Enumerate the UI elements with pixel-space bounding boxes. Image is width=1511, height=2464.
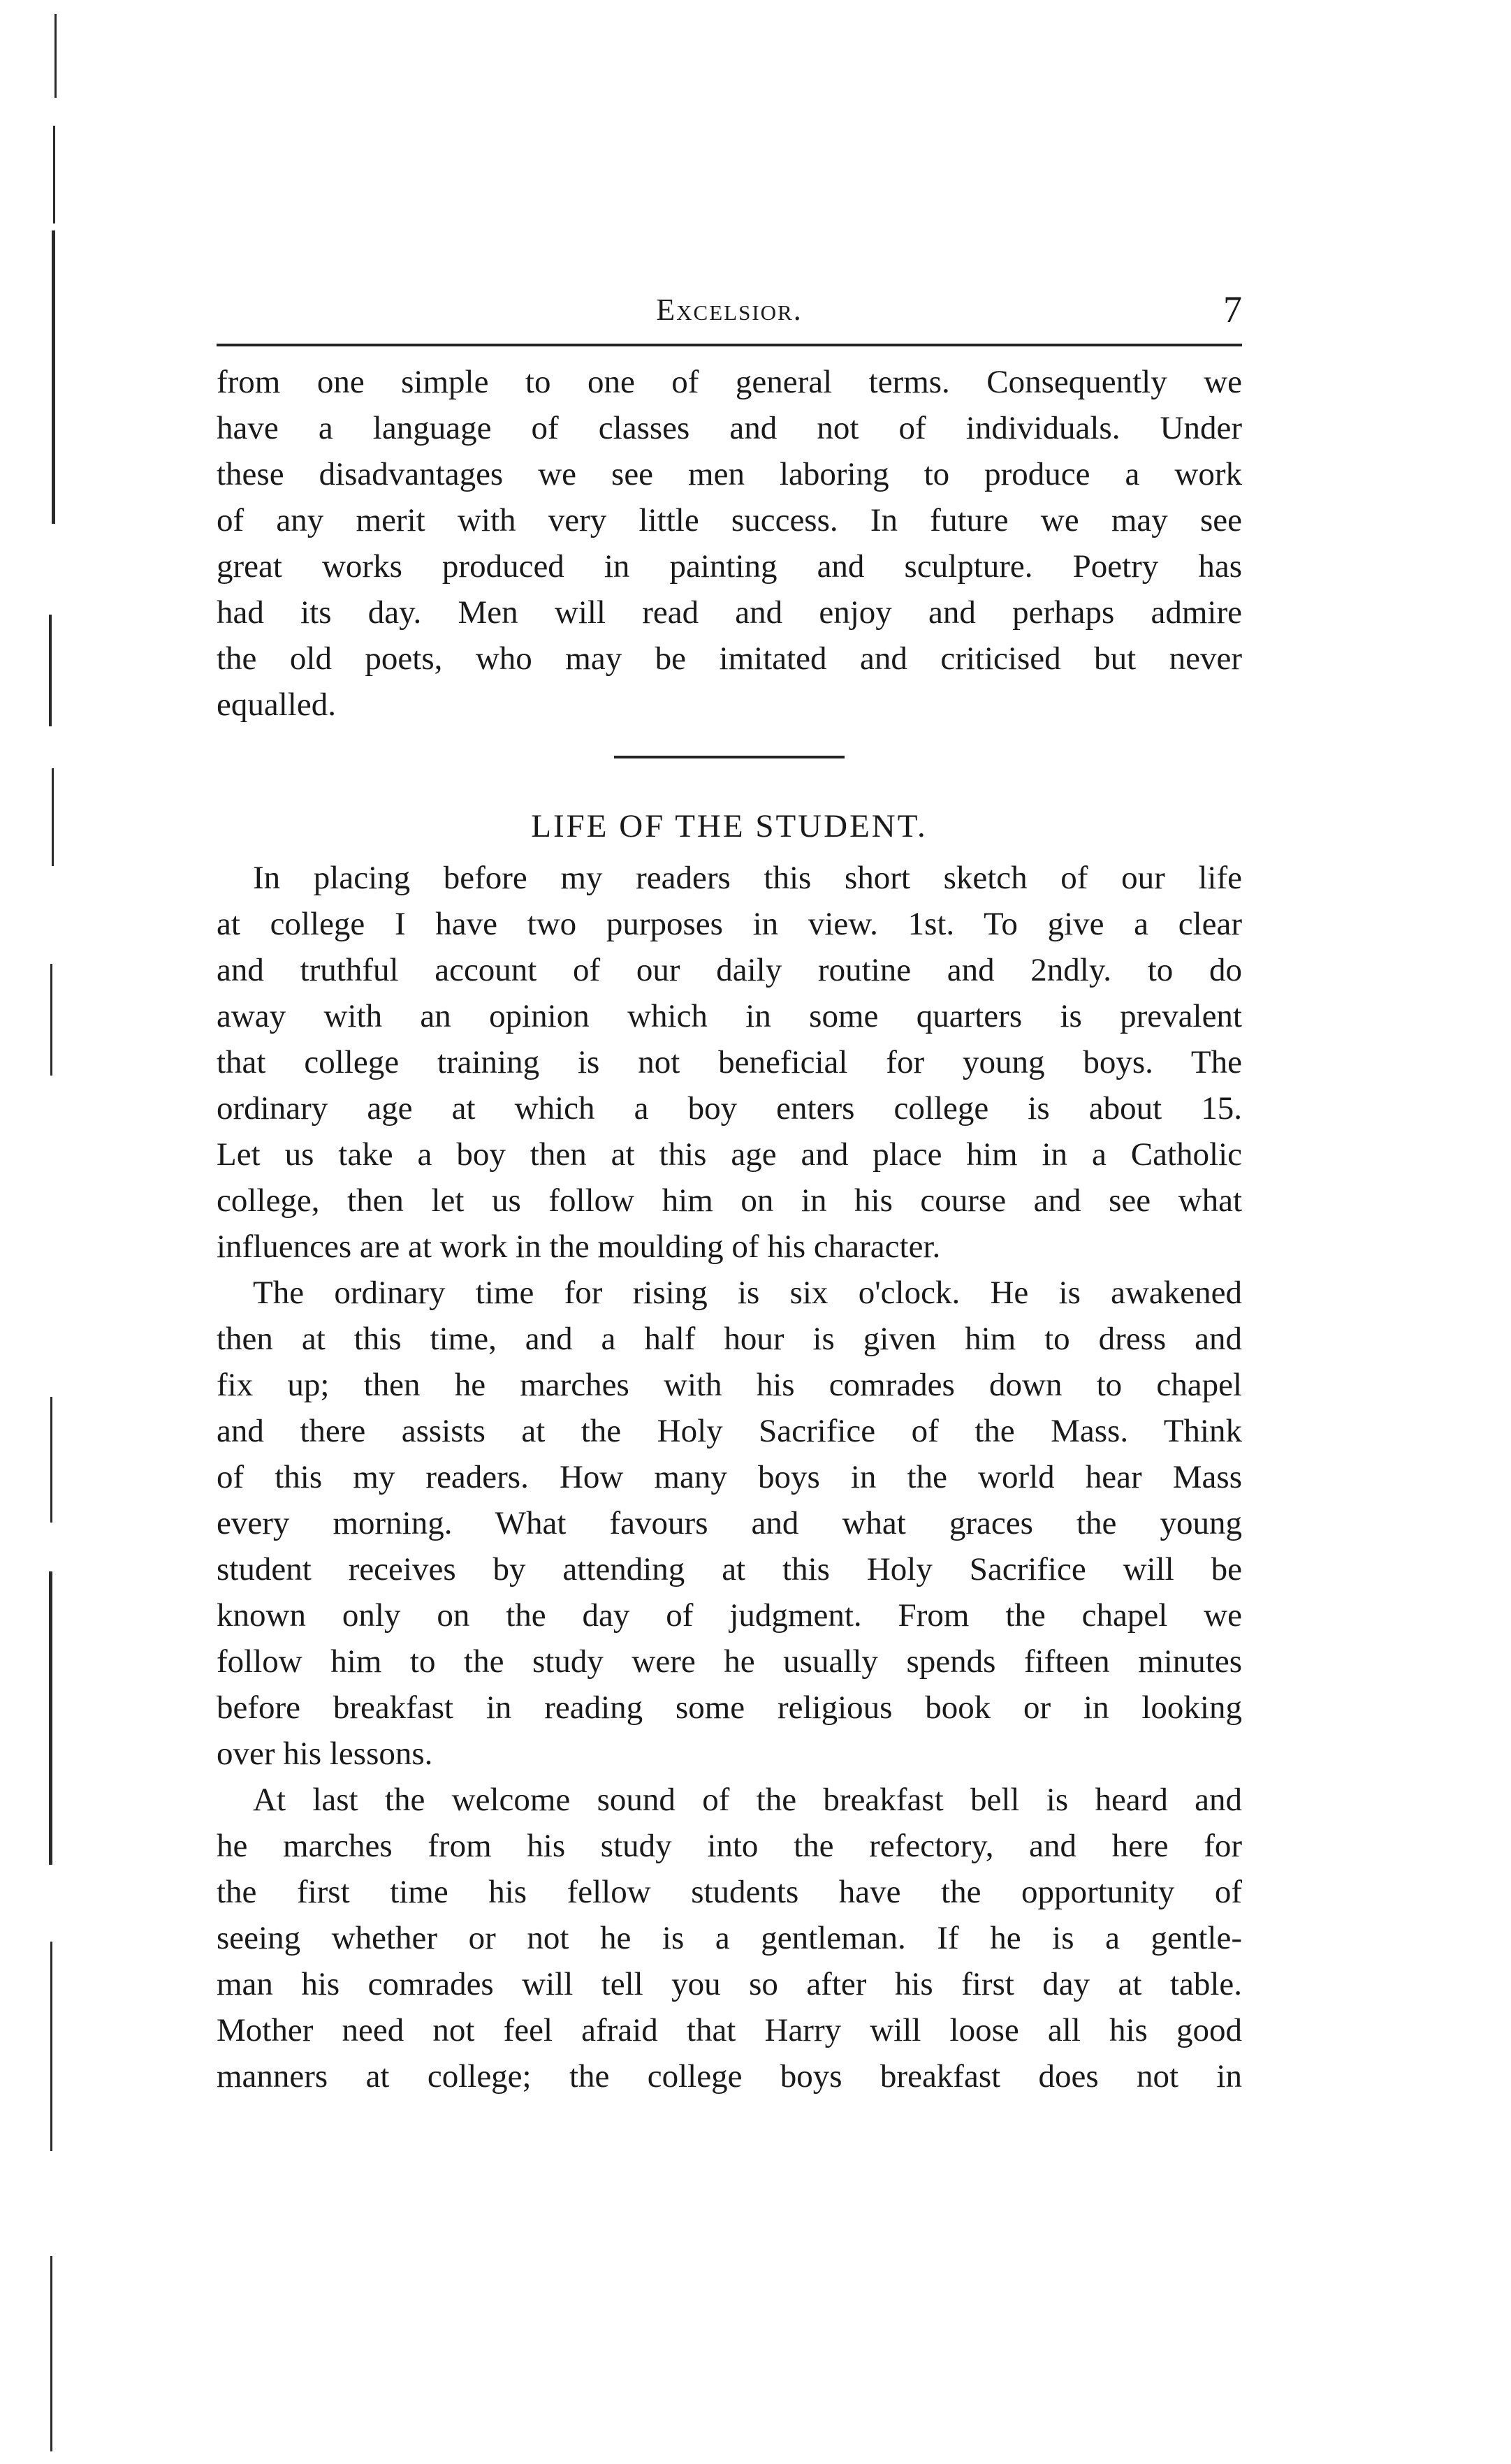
text-line: fix up; then he marches with his comrades down to chapel [217,1367,1242,1403]
continued-paragraph [217,359,1242,728]
text-line: of any merit with very little success. In future we may see [217,502,1242,538]
text-line: these disadvantages we see men laboring to produce a work [217,456,1242,492]
text-line: influences are at work in the moulding of his character. [217,1229,941,1265]
text-line: equalled. [217,687,336,723]
book-page [217,279,1242,2099]
text-line: Let us take a boy then at this age and place him in a Catholic [217,1136,1242,1173]
text-line: from one simple to one of general terms. Consequently we [217,364,1242,400]
paragraph-2 [217,1270,1242,1777]
paragraph-3 [217,1777,1242,2099]
text-line: manners at college; the college boys breakfast does not in [217,2058,1242,2095]
header-rule [217,344,1242,346]
text-line: ordinary age at which a boy enters college is about 15. [217,1090,1242,1127]
text-line: seeing whether or not he is a gentleman. If he is a gentle- [217,1920,1242,1956]
text-line: then at this time, and a half hour is given him to dress and [217,1321,1242,1357]
page-number: 7 [1223,288,1242,330]
running-head [217,279,1242,335]
binding-edge-marks [42,0,70,2464]
text-line: at college I have two purposes in view. 1st. To give a clear [217,906,1242,942]
text-line: The ordinary time for rising is six o'clock. He is awakened [253,1275,1242,1311]
text-line: Mother need not feel afraid that Harry will loose all his good [217,2012,1242,2048]
text-line: man his comrades will tell you so after his first day at table. [217,1966,1242,2002]
text-line: of this my readers. How many boys in the world hear Mass [217,1459,1242,1495]
text-line: In placing before my readers this short sketch of our life [253,860,1242,896]
paragraph-1 [217,855,1242,1270]
text-line: follow him to the study were he usually spends fifteen minutes [217,1643,1242,1680]
text-line: the first time his fellow students have the opportunity of [217,1874,1242,1910]
text-line: student receives by attending at this Holy Sacrifice will be [217,1551,1242,1587]
text-line: college, then let us follow him on in his course and see what [217,1182,1242,1219]
text-line: before breakfast in reading some religious book or in looking [217,1689,1242,1726]
text-line: had its day. Men will read and enjoy and perhaps admire [217,594,1242,631]
text-line: over his lessons. [217,1736,433,1772]
text-line: every morning. What favours and what graces the young [217,1505,1242,1541]
text-line: At last the welcome sound of the breakfast bell is heard and [253,1782,1242,1818]
text-line: and there assists at the Holy Sacrifice of the Mass. Think [217,1413,1242,1449]
section-title: LIFE OF THE STUDENT. [531,808,928,844]
text-line: the old poets, who may be imitated and criticised but never [217,640,1242,677]
running-title: Excelsior. [656,293,803,327]
text-line: away with an opinion which in some quarters is prevalent [217,998,1242,1034]
text-line: known only on the day of judgment. From the chapel we [217,1597,1242,1634]
section-divider [614,756,845,758]
text-line: great works produced in painting and sculpture. Poetry has [217,548,1242,585]
text-line: have a language of classes and not of individuals. Under [217,410,1242,446]
text-line: and truthful account of our daily routine and 2ndly. to do [217,952,1242,988]
text-line: that college training is not beneficial for young boys. The [217,1044,1242,1080]
text-line: he marches from his study into the refectory, and here for [217,1828,1242,1864]
